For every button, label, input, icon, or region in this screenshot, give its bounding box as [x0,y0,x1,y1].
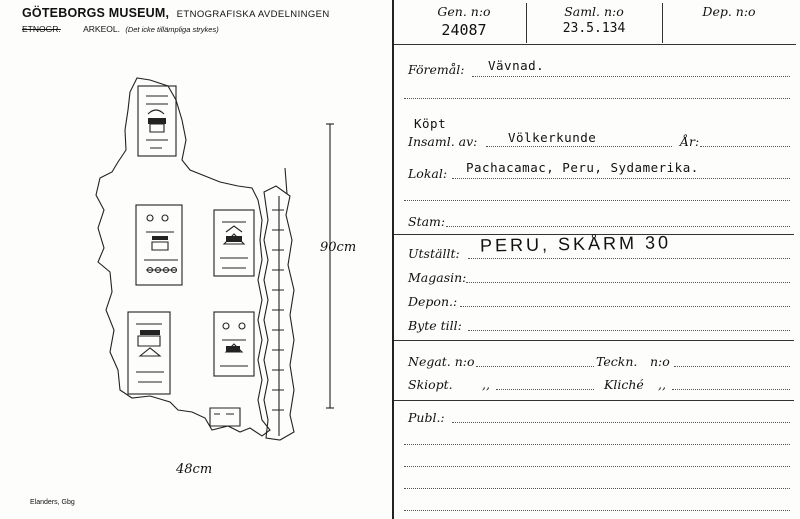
gen-number-cell [410,4,518,44]
stam-label: Stam: [408,214,446,229]
negat-dots [476,366,594,367]
publ-dots-5 [404,510,790,511]
magasin-label: Magasin: [408,270,467,285]
skiopt-label: Skiopt. [408,377,453,392]
byte-dots [468,330,790,331]
teckn-number: n:o [650,354,670,369]
height-dimension: 90cm [320,240,357,255]
foremal-label: Föremål: [408,62,465,77]
insaml-value: Völkerkunde [508,130,597,145]
byte-label: Byte till: [408,318,462,333]
textile-outline [96,78,270,436]
publ-label: Publ.: [408,410,445,425]
foremal-value: Vävnad. [488,58,545,73]
publ-dots-4 [404,488,790,489]
museum-name: GÖTEBORGS MUSEUM, [22,6,170,20]
publ-dots-1 [452,422,790,423]
saml-number-cell [530,4,658,44]
utstallt-value: PERU, SKÅRM 30 [479,232,672,256]
ar-dots [700,146,790,147]
header-rule [394,44,796,45]
strike-note: (Det icke tillämpliga strykes) [125,25,219,34]
publ-dots-2 [404,444,790,445]
kliche-label: Kliché [604,377,644,392]
kopt-value: Köpt [414,116,447,131]
publ-dots-3 [404,466,790,467]
motif-panel-2 [136,205,182,285]
department-name: ETNOGRAFISKA AVDELNINGEN [176,9,330,20]
lokal-dots [452,178,790,179]
stam-dots [446,226,790,227]
lokal-dots-2 [404,200,790,201]
saml-number-value: 23.5.134 [562,21,626,36]
kliche-dots [672,389,790,390]
gen-number-value: 24087 [441,21,487,39]
insaml-label: Insaml. av: [408,134,478,149]
skiopt-dots [496,389,594,390]
utstallt-dots [468,258,790,259]
rule-3 [394,400,794,401]
teckn-label: Teckn. [596,354,638,369]
depon-label: Depon.: [408,294,458,309]
motif-panel-3 [214,210,254,276]
rule-2 [394,340,794,341]
dep-number-cell [666,4,792,44]
foremal-dots-2 [404,98,790,99]
dep-number-label: Dep. n:o [702,4,756,19]
teckn-dots [674,366,790,367]
width-dimension: 48cm [176,462,213,477]
section-etnogr: ETNOGR. [22,24,61,34]
lokal-label: Lokal: [408,166,448,181]
header-separator-2 [662,3,663,43]
utstallt-label: Utställt: [408,246,460,261]
header-separator-1 [526,3,527,43]
textile-sketch [0,0,392,519]
gen-number-label: Gen. n:o [437,4,491,19]
skiopt-ditto: ,, [482,377,490,392]
printer-imprint: Elanders, Gbg [30,499,75,506]
insaml-dots [486,146,672,147]
magasin-dots [466,282,790,283]
foremal-dots [472,76,790,77]
section-arkeol: ARKEOL. [83,24,120,34]
card-divider [392,0,394,519]
lokal-value: Pachacamac, Peru, Sydamerika. [466,160,699,175]
saml-number-label: Saml. n:o [564,4,624,19]
ar-label: År: [680,134,700,149]
kliche-ditto: ,, [658,377,666,392]
negat-label: Negat. n:o [408,354,475,369]
depon-dots [460,306,790,307]
